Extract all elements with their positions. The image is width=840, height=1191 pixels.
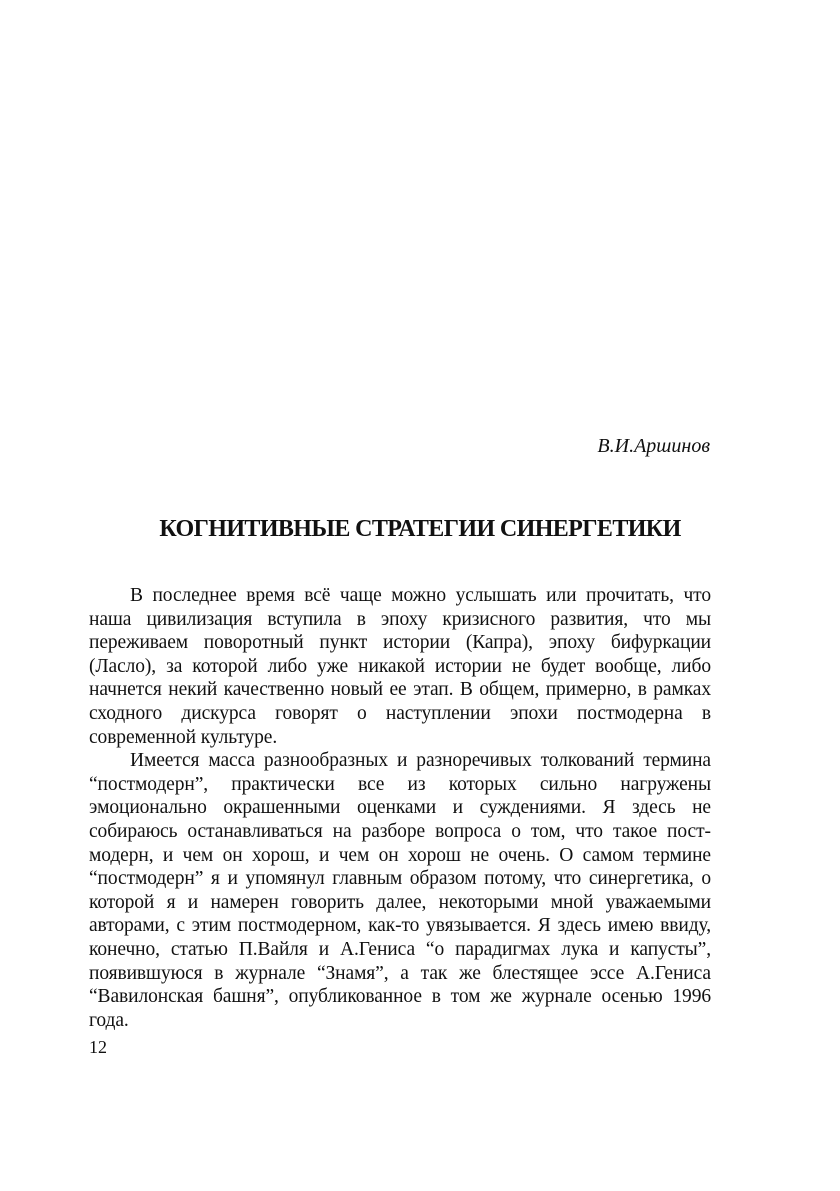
paragraph-2: Имеется масса разнообразных и разноречивых толкований термина “постмодерн”, практически все из которых сильно нагружены эмоционально окрашенными оценками и суждениями. Я здесь не собираюсь останавливаться на разборе вопроса о том, что такое постмодерн, и чем он хорош, и чем он хорош не очень. О самом термине “постмодерн” я и упомянул главным образом потому, что синергетика, о которой я и намерен говорить далее, некоторыми мной уважаемыми авторами, с этим постмодерном, как-то увязывается. Я здесь имею ввиду, конечно, статью П.Вайля и А.Гениса “о парадигмах лука и капусты”, появившуюся в журнале “Знамя”, а так же блестящее эссе А.Гениса “Вавилонская башня”, опубликованное в том же журнале осенью 1996 года. xyxy=(89,750,711,1031)
paragraph-1: В последнее время всё чаще можно услышать или прочитать, что наша цивилизация вступила в эпоху кризисного развития, что мы переживаем поворотный пункт истории (Капра), эпоху бифуркации (Ласло), за которой либо уже никакой истории не будет вообще, либо начнется некий качественно новый ее этап. В общем, примерно, в рамках сходного дискурса говорят о наступлении эпохи постмодерна в современной культуре. xyxy=(89,585,711,748)
author-name: В.И.Аршинов xyxy=(597,435,710,457)
page-number: 12 xyxy=(89,1037,107,1057)
article-title: КОГНИТИВНЫЕ СТРАТЕГИИ СИНЕРГЕТИКИ xyxy=(159,516,681,542)
article-body xyxy=(89,584,711,1032)
